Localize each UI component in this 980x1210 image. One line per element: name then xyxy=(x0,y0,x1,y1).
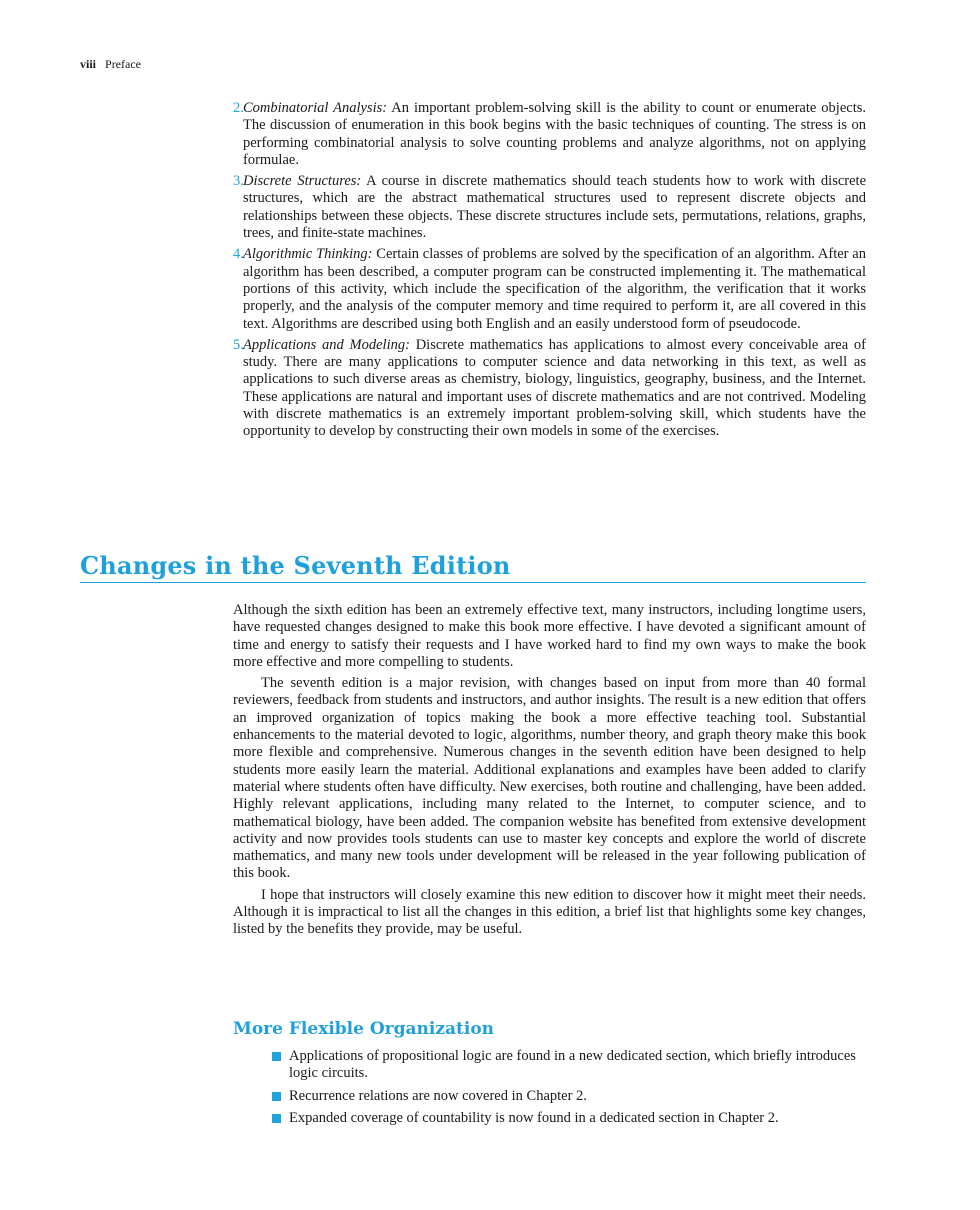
square-bullet-icon xyxy=(272,1114,281,1123)
section-body xyxy=(233,602,866,943)
square-bullet-icon xyxy=(272,1052,281,1061)
section-heading xyxy=(80,551,866,583)
list-item xyxy=(233,100,866,169)
page-number: viii xyxy=(80,57,97,71)
paragraph: Although the sixth edition has been an extremely effective text, many instructors, including longtime users, have requested changes designed to make this book more effective. I have devoted a significant amount of time and energy to satisfy their requests and I have worked hard to find my own ways to make the book more effective and more compelling to students. xyxy=(233,602,866,670)
bullet-text: Applications of propositional logic are found in a new dedicated section, which briefly introduces logic circuits. xyxy=(289,1048,856,1082)
square-bullet-icon xyxy=(272,1092,281,1101)
subsection-title: More Flexible Organization xyxy=(233,1019,495,1039)
item-text: A course in discrete mathematics should teach students how to work with discrete structures, which are the abstract mathematical structures used to represent discrete objects and relationships between these objects. These discrete structures include sets, permutations, relations, graphs, trees, and finite-state machines. xyxy=(243,173,866,242)
item-number: 2. xyxy=(233,100,244,116)
goals-list xyxy=(233,100,866,445)
list-item xyxy=(272,1088,866,1105)
item-title: Applications and Modeling: xyxy=(243,336,410,353)
bullet-text: Expanded coverage of countability is now found in a dedicated section in Chapter 2. xyxy=(289,1109,779,1126)
list-item xyxy=(272,1048,866,1083)
item-title: Discrete Structures: xyxy=(243,173,362,190)
bullet-text: Recurrence relations are now covered in Chapter 2. xyxy=(289,1087,587,1104)
item-number: 5. xyxy=(233,336,244,353)
item-title: Combinatorial Analysis: xyxy=(243,100,388,116)
running-head-label: Preface xyxy=(105,57,141,71)
running-head xyxy=(80,57,141,72)
list-item xyxy=(233,173,866,242)
list-item xyxy=(233,246,866,332)
list-item xyxy=(233,337,866,441)
item-text: An important problem-solving skill is the ability to count or enumerate objects. The discussion of enumeration in this book begins with the basic techniques of counting. The stress is on performing combinatorial analysis to solve counting problems and analyze algorithms, not on applying formulae. xyxy=(243,100,866,168)
list-item xyxy=(272,1110,866,1127)
item-title: Algorithmic Thinking: xyxy=(243,246,373,263)
item-number: 4. xyxy=(233,246,244,263)
item-text: Certain classes of problems are solved by the specification of an algorithm. After an algorithm has been described, a computer program can be constructed implementing it. The mathematical portions of this activity, which include the specification of the algorithm, the verification that it works properly, and the analysis of the computer memory and time required to perform it, are all covered in this text. Algorithms are described using both English and an easily understood form of pseudocode. xyxy=(243,246,866,332)
paragraph: The seventh edition is a major revision, with changes based on input from more than 40 formal reviewers, feedback from students and instructors, and author insights. The result is a new edition that offers an improved organization of topics making the book a more effective teaching tool. Substantial enhancements to the material devoted to logic, algorithms, number theory, and graph theory make this book more flexible and comprehensive. Numerous changes in the seventh edition have been designed to help students more easily learn the material. Additional explanations and examples have been added to clarify material where students often have difficulty. New exercises, both routine and challenging, have been added. Highly relevant applications, including many related to the Internet, to computer science, and to mathematical biology, have been added. The companion website has benefited from extensive development activity and now provides tools students can use to master key concepts and explore the world of discrete mathematics, and many new tools under development will be released in the year following publication of this book. xyxy=(233,675,866,882)
item-text: Discrete mathematics has applications to almost every conceivable area of study. There are many applications to computer science and data networking in this text, as well as applications to such diverse areas as chemistry, biology, linguistics, geography, business, and the Internet. These applications are natural and important uses of discrete mathematics and are not contrived. Modeling with discrete mathematics is an extremely important problem-solving skill, which students have the opportunity to develop by constructing their own models in some of the exercises. xyxy=(243,336,867,440)
bullet-list xyxy=(272,1048,866,1132)
paragraph: I hope that instructors will closely examine this new edition to discover how it might meet their needs. Although it is impractical to list all the changes in this edition, a brief list that highlights some key changes, listed by the benefits they provide, may be useful. xyxy=(233,886,866,938)
section-title: Changes in the Seventh Edition xyxy=(80,551,511,580)
item-number: 3. xyxy=(233,173,244,190)
